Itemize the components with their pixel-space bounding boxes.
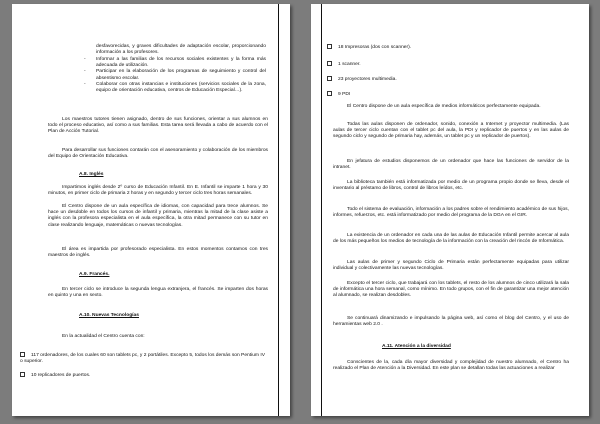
paragraph: Todas las aulas disponen de ordenador, sonido, conexión a Internet y proyector multimedia. (Las aulas de tercer ciclo cuentan con el tablet pc del aula, la PDI y replicador de puertos y en las aulas de segundo ciclo y segundo de primaria hay, además, un tablet pc y un replicador de puertos).	[333, 122, 569, 140]
list-item: 23 proyectores multimedia.	[327, 76, 397, 83]
paragraph: La existencia de un ordenador en cada una de las aulas de Educación Infantil permite acercar al aula de los más pequeños los medios de tecnología de la información con la creación del rincón de Informática.	[333, 233, 569, 245]
list-item: 18 Impresoras (dos con scanner).	[327, 44, 411, 51]
paragraph: La biblioteca también está informatizada por medio de un programa propio donde se lleva, desde el inventario al préstamo de libros, control de libros leídos, etc.	[333, 180, 569, 192]
section-heading-atencion-diversidad: A.11. Atención a la diversidad	[382, 344, 451, 349]
paragraph: El Centro dispone de un aula específica de idiomas, con capacidad para trece alumnos. Se hace un desdoble en todos los cursos de infantil y primaria, mientras la mitad de la clase asiste a inglés con la profesora especialista en el aula específica, la otra mitad permanece con su tutor en clase realizando lenguaje, matemáticas o nuevas tecnologías.	[48, 204, 268, 228]
list-item: - Colaborar con otras instancias e instituciones (servicios sociales de la zona, equipo de orientación educativa, centros de Educación Especial…).	[84, 81, 266, 94]
checkbox-bullet-icon	[327, 91, 332, 96]
list-item: - Informar a las familias de los recursos sociales existentes y la forma más adecuada de utilización.	[84, 57, 266, 69]
paragraph: Se continuará dinamizando e impulsando la página web, así como el blog del Centro, y el uso de herramientas web 2.0 .	[333, 316, 569, 328]
paragraph: El área es impartida por profesorado especialista. En estos momentos contamos con tres maestros de inglés.	[48, 247, 268, 259]
paragraph: En la actualidad el Centro cuenta con:	[62, 334, 145, 339]
list-item: 117 ordenadores, de los cuales 60 son tablets pc, y 2 portátiles. Excepto 5, todos los demás son Pentium IV o superior.	[20, 352, 265, 364]
margin-rule	[321, 4, 322, 416]
checkbox-bullet-icon	[327, 44, 332, 49]
list-item: 9 PDI	[327, 91, 350, 98]
checkbox-bullet-icon	[327, 61, 332, 66]
margin-rule	[278, 4, 279, 416]
section-heading-nuevas-tecnologias: A.10. Nuevas Tecnologías	[79, 313, 139, 318]
paragraph: Excepto el tercer ciclo, que trabajará con los tablets, el resto de los alumnos de cinco utilizará la sala de informática una hora semanal, como mínimo. En todo grupos, con el fin de garantizar una mejor atención al alumnado, se realizan desdobles.	[333, 281, 569, 299]
list-item: 1 scanner.	[327, 61, 361, 68]
document-page-right	[311, 4, 589, 416]
paragraph: El Centro dispone de un aula específica de medios informáticos perfectamente equipada.	[347, 104, 541, 109]
checkbox-bullet-icon	[20, 372, 25, 377]
continued-text: desfavorecidas, y graves dificultades de adaptación escolar, proporcionando información a los profesores.	[96, 44, 266, 56]
paragraph: Los maestros tutores tienen asignado, dentro de sus funciones, orientar a sus alumnos en todo el proceso educativo, así como a sus familias. Esta tarea será llevada a cabo de acuerdo con el Plan de Acción Tutorial.	[48, 117, 268, 135]
paragraph: En tercer ciclo se introduce la segunda lengua extranjera, el francés. Se imparten dos horas en quinto y una en sexto.	[48, 287, 268, 299]
paragraph: En jefatura de estudios disponemos de un ordenador que hace las funciones de servidor de la intranet.	[333, 159, 569, 171]
paragraph: Para desarrollar sus funciones contarán con el asesoramiento y colaboración de los miembros del Equipo de Orientación Educativa.	[48, 148, 268, 160]
section-heading-frances: A.9. Francés.	[79, 272, 110, 277]
list-item: 10 replicadores de puertos.	[20, 372, 266, 379]
checkbox-bullet-icon	[327, 76, 332, 81]
paragraph: Las aulas de primer y segundo Ciclo de Primaria están perfectamente equipadas para utilizar individual y colectivamente las nuevas tecnologías.	[333, 260, 569, 272]
paragraph: Impartimos inglés desde 2º curso de Educación Infantil. En E. Infantil se imparte 1 hora y 30 minutos, en primer ciclo de primaria 2 horas y en segundo y tercer ciclo tres horas semanales.	[48, 185, 268, 197]
document-page-left	[12, 4, 290, 416]
paragraph: Todo el sistema de evaluación, información a los padres sobre el rendimiento académico de sus hijos, informes, refuerzos, etc. está informatizado por medio del programa de la DGA en el GIR.	[333, 207, 569, 219]
paragraph: Conscientes de la, cada día mayor diversidad y complejidad de nuestro alumnado, el Centro ha realizado el Plan de Atención a la Diversidad. En este plan se detallan todas las actuaciones a realizar	[333, 360, 569, 372]
checkbox-bullet-icon	[20, 352, 25, 357]
section-heading-ingles: A.8. Inglés	[79, 172, 104, 177]
list-item: - Participar en la elaboración de los programas de seguimiento y control del absentismo escolar.	[84, 69, 266, 81]
